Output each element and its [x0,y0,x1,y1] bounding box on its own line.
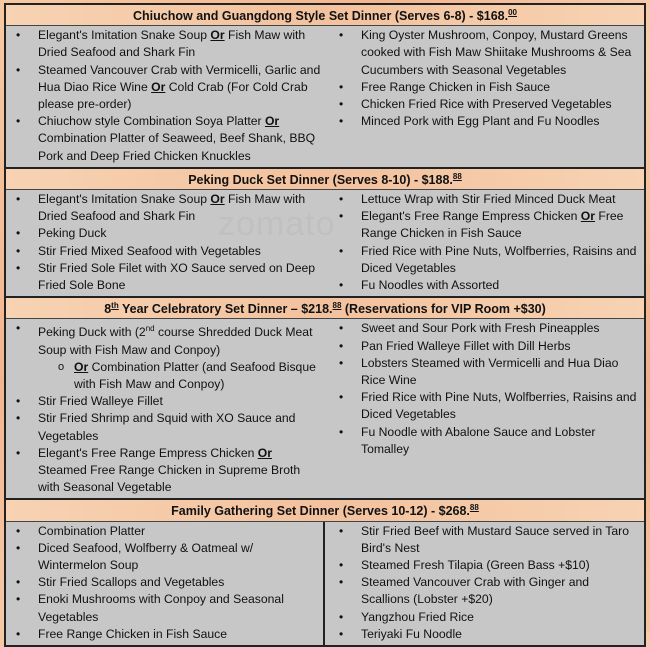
dish-list-left [10,27,321,165]
dish-alternative: o Or Combination Platter (and Seafood Bisque with Fish Maw and Conpoy) [10,359,321,393]
dish-item: • Lobsters Steamed with Vermicelli and Hua Diao Rice Wine [333,355,640,389]
dish-item: • Stir Fried Beef with Mustard Sauce served in Taro Bird's Nest [333,523,640,557]
dish-item: • Enoki Mushrooms with Conpoy and Seasonal Vegetables [10,591,319,625]
watermark: zomato [218,205,336,243]
dish-item: • Steamed Vancouver Crab with Ginger and Scallions (Lobster +$20) [333,574,640,608]
dish-item: • Steamed Vancouver Crab with Vermicelli, Garlic and Hua Diao Rice Wine Or Cold Crab (For Cold Crab please pre-order) [10,62,321,114]
dish-item: • Chiuchow style Combination Soya Platter Or Combination Platter of Seaweed, Beef Shank, BBQ Pork and Deep Fried Chicken Knuckles [10,113,321,165]
section-title-number: 8 [104,302,112,317]
dish-list-left [10,320,321,496]
section-family-gathering [6,500,644,645]
dish-item: • Steamed Fresh Tilapia (Green Bass +$10) [333,557,640,574]
dish-item: • Fried Rice with Pine Nuts, Wolfberries, Raisins and Diced Vegetables [333,389,640,423]
dish-item: • King Oyster Mushroom, Conpoy, Mustard Greens cooked with Fish Maw Shiitake Mushrooms & Sea Cucumbers with Seasonal Vegetables [333,27,640,79]
dish-item: • Fried Rice with Pine Nuts, Wolfberries, Raisins and Diced Vegetables [333,243,640,277]
dish-item: • Peking Duck [10,225,321,242]
price-cents: 88 [469,503,479,513]
or-connector: Or [257,445,273,460]
dish-item: • Stir Fried Walleye Fillet [10,393,321,410]
section-title-ordinal: th [111,301,119,311]
dish-item: • Fu Noodles with Assorted [333,277,640,294]
dish-item: • Elegant's Imitation Snake Soup Or Fish Maw with Dried Seafood and Shark Fin [10,27,321,61]
dish-item: • Elegant's Free Range Empress Chicken Or Free Range Chicken in Fish Sauce [333,208,640,242]
price-cents: 88 [332,301,342,311]
dish-item: • Elegant's Free Range Empress Chicken Or Steamed Free Range Chicken in Supreme Broth with Seasonal Vegetable [10,445,321,497]
or-connector: Or [151,79,166,94]
dish-item: • Free Range Chicken in Fish Sauce [333,79,640,96]
dish-item: • Combination Platter [10,523,319,540]
dish-item: • Yangzhou Fried Rice [333,609,640,626]
dish-item: • Stir Fried Mixed Seafood with Vegetables [10,243,321,260]
section-header [6,169,644,190]
price-cents: 88 [452,171,462,181]
dish-item: • Stir Fried Sole Filet with XO Sauce served on Deep Fried Sole Bone [10,260,321,294]
dish-item: • Stir Fried Shrimp and Squid with XO Sauce and Vegetables [10,410,321,444]
dish-item: • Minced Pork with Egg Plant and Fu Noodles [333,113,640,130]
dish-item: • Lettuce Wrap with Stir Fried Minced Duck Meat [333,191,640,208]
dish-item: • Pan Fried Walleye Fillet with Dill Herbs [333,338,640,355]
or-connector: Or [264,114,280,129]
set-dinner-menu [4,3,646,647]
section-chiuchow-guangdong [6,5,644,169]
section-title: Year Celebratory Set Dinner – $218. [118,302,333,317]
dish-item: • Elegant's Imitation Snake Soup Or Fish Maw with Dried Seafood and Shark Fin [10,191,321,225]
ordinal-suffix: nd [145,324,155,334]
dish-item: • Sweet and Sour Pork with Fresh Pineapples [333,320,640,337]
section-title-note: (Reservations for VIP Room +$30) [341,302,546,317]
section-header [6,500,644,521]
dish-list-right [333,523,640,643]
dish-list-right [333,191,640,294]
dish-item: • Peking Duck with (2nd course Shredded Duck Meat Soup with Fish Maw and Conpoy) [10,320,321,358]
or-connector: Or [580,209,596,224]
price-cents: 00 [508,8,517,17]
section-header [6,298,644,319]
or-connector: Or [74,359,89,374]
section-title: Chiuchow and Guangdong Style Set Dinner (Serves 6-8) - $168. [133,9,509,24]
section-celebratory [6,298,644,500]
dish-item: • Free Range Chicken in Fish Sauce [10,626,319,643]
dish-item: • Teriyaki Fu Noodle [333,626,640,643]
or-connector: Or [210,28,225,43]
dish-list-right [333,320,640,458]
dish-list-right [333,27,640,130]
dish-item: • Diced Seafood, Wolfberry & Oatmeal w/ Wintermelon Soup [10,540,319,574]
dish-list-left [10,523,319,643]
dish-item: • Chicken Fried Rice with Preserved Vegetables [333,96,640,113]
or-connector: Or [210,191,225,206]
section-title: Peking Duck Set Dinner (Serves 8-10) - $188. [188,172,453,187]
dish-item: • Stir Fried Scallops and Vegetables [10,574,319,591]
section-header [6,5,644,26]
section-title: Family Gathering Set Dinner (Serves 10-12) - $268. [171,504,470,519]
dish-item: • Fu Noodle with Abalone Sauce and Lobster Tomalley [333,424,640,458]
